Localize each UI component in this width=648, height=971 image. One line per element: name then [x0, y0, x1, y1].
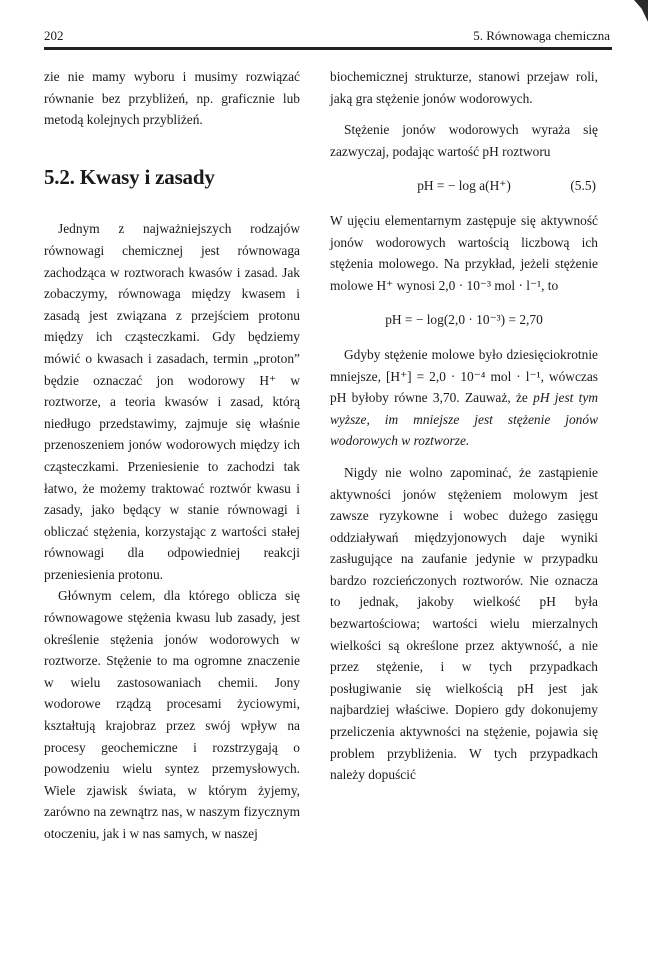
page-header [44, 26, 610, 46]
intro-paragraph: zie nie mamy wyboru i musimy rozwiązać równanie bez przybliżeń, np. graficznie lub metodą kolejnych przybliżeń. [44, 69, 300, 128]
paragraph-warning: Nigdy nie wolno zapominać, że zastąpienie aktywności jonów stężeniem molowym jest zawsze ryzykowne i wobec dużego zasięgu oddziaływań międzyjonowych daje wyniki zasługujące na zaufanie jedynie w przypadku bardzo rozcieńczonych roztworów. Nie oznacza to jednak, jakoby wielkość pH była bezwartościowa; wartości wielu mierzalnych wielkości są określone przez aktywność, a nie przez stężenie, i w tych przypadkach posługiwanie się wielkością pH jest jak najbardziej właściwe. Dopiero gdy dokonujemy przeliczenia aktywności na stężenie, pojawia się problem przybliżenia. W tych przypadkach należy dopuścić [330, 464, 598, 783]
right-column [330, 66, 598, 786]
header-rule [44, 47, 612, 50]
page-corner-mark [634, 0, 648, 22]
equation-example-text: pH = − log(2,0 · 10⁻³) = 2,70 [385, 312, 543, 328]
left-column [44, 66, 300, 845]
equation-text: pH = − log a(H⁺) [417, 178, 511, 194]
equation-5-5 [330, 175, 598, 197]
equation-example [330, 309, 598, 331]
paragraph-tenfold-emphasis: pH jest tym wyższe, im mniejsze jest stężenie jonów wodorowych w roztworze. [330, 390, 598, 449]
equation-number: (5.5) [570, 178, 596, 194]
page-number: 202 [44, 28, 64, 43]
paragraph-ph-definition: Stężenie jonów wodorowych wyraża się zazwyczaj, podając wartość pH roztworu [330, 122, 598, 159]
paragraph-acid-base: Jednym z najważniejszych rodzajów równowagi chemicznej jest równowaga zachodząca w roztworach kwasów i zasad. Jak zobaczymy, równowaga między kwasem i zasadą jest związana z przejściem protonu między ich cząsteczkami. Gdy będziemy mówić o kwasach i zasadach, termin „proton” będzie oznaczać jon wodorowy H⁺ w roztworze, a teoria kwasów i zasad, którą niedługo przedstawimy, zajmuje się właśnie przenoszeniem jonów wodorowych między ich cząsteczkami. Przeniesienie to zachodzi tak łatwo, że możemy traktować roztwór kwasu i zasady, jako będący w stanie równowagi i obliczać stężenia, korzystając z wartości stałej równowagi dla odpowiedniej reakcji przeniesienia protonu. [44, 221, 300, 582]
paragraph-main-goal: Głównym celem, dla którego oblicza się równowagowe stężenia kwasu lub zasady, jest określenie stężenia jonów wodorowych w roztworze. Stężenie to ma ogromne znaczenie w wielu zastosowaniach chemii. Jony wodorowe rządzą procesami życiowymi, kształtują krajobraz przez swój wpływ na procesy geochemiczne i rozstrzygają o powodzeniu wielu syntez przemysłowych. Wiele zjawisk świata, w którym żyjemy, zarówno na zewnątrz nas, w naszym fizycznym otoczeniu, jak i w nas samych, w naszej [44, 588, 300, 841]
chapter-title: 5. Równowaga chemiczna [473, 28, 610, 43]
paragraph-tenfold-text: Gdyby stężenie molowe było dziesięciokrotnie mniejsze, [H⁺] = 2,0 · 10⁻⁴ mol · l⁻¹, wówczas pH byłoby równe 3,70. Zauważ, że [330, 346, 598, 406]
paragraph-elementary: W ujęciu elementarnym zastępuje się aktywność jonów wodorowych wartością liczbową ich stężenia molowego. Na przykład, jeżeli stężenie molowe H⁺ wynosi 2,0 · 10⁻³ mol · l⁻¹, to [330, 212, 598, 293]
continued-paragraph: biochemicznej strukturze, stanowi przejaw roli, jaką gra stężenie jonów wodorowych. [330, 69, 598, 106]
paragraph-tenfold [330, 344, 598, 452]
section-heading: 5.2. Kwasy i zasady [44, 164, 215, 189]
